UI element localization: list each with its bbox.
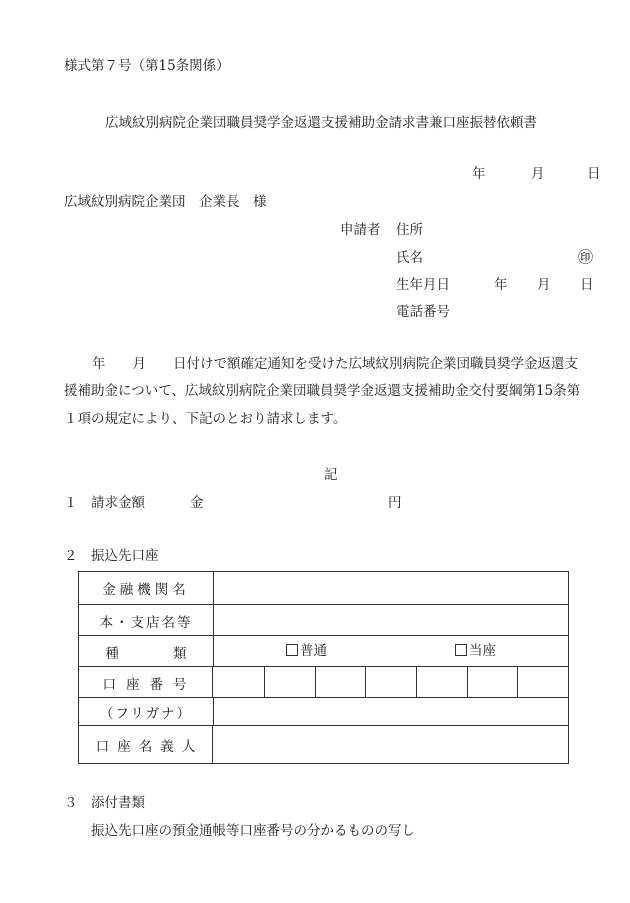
- branch-name-field[interactable]: [213, 605, 568, 636]
- ki-heading: 記: [324, 467, 338, 483]
- furigana-field[interactable]: [213, 698, 568, 726]
- amount-yen-label: 円: [388, 495, 402, 511]
- furigana-label: （フリガナ）: [79, 698, 214, 726]
- body-line-1: 年 月 日付けで額確定通知を受けた広域紋別病院企業団職員奨学金返還支: [92, 356, 578, 372]
- table-row-holder: [79, 725, 568, 764]
- table-row-account-number: [79, 666, 568, 698]
- section2-number: ２: [64, 548, 78, 564]
- section2-label: 振込先口座: [91, 548, 159, 564]
- applicant-label: 申請者: [340, 222, 381, 238]
- table-row-bank: [79, 572, 568, 604]
- bank-name-label: 金融機関名: [79, 572, 214, 604]
- birth-year-label: 年: [494, 277, 508, 293]
- bank-account-table: [78, 571, 569, 764]
- birth-month-label: 月: [537, 277, 551, 293]
- body-line-3: １項の規定により、下記のとおり請求します。: [64, 411, 347, 427]
- digit-divider: [365, 667, 366, 698]
- digit-divider: [517, 667, 518, 698]
- birth-day-label: 日: [580, 277, 594, 293]
- current-account-option[interactable]: [455, 644, 496, 659]
- addressee: 広域紋別病院企業団 企業長 様: [64, 194, 267, 210]
- ordinary-checkbox[interactable]: [286, 644, 298, 656]
- section3-number: ３: [64, 795, 78, 811]
- applicant-birthdate-label: 生年月日: [396, 277, 450, 293]
- date-day-label: 日: [587, 166, 601, 182]
- section3-label: 添付書類: [91, 795, 145, 811]
- attachment-description: 振込先口座の預金通帳等口座番号の分かるものの写し: [91, 823, 415, 839]
- branch-name-label: 本・支店名等: [79, 605, 214, 636]
- applicant-phone-label: 電話番号: [396, 304, 450, 320]
- current-checkbox[interactable]: [455, 644, 467, 656]
- bank-name-field[interactable]: [213, 572, 568, 604]
- ordinary-label: 普通: [300, 643, 327, 659]
- current-label: 当座: [469, 643, 496, 659]
- amount-kin-label: 金: [190, 495, 204, 511]
- table-row-kind: [79, 635, 568, 667]
- account-number-label: 口座番号: [79, 667, 213, 698]
- ordinary-account-option[interactable]: [286, 644, 327, 659]
- digit-divider: [467, 667, 468, 698]
- table-row-branch: [79, 604, 568, 636]
- date-year-label: 年: [472, 166, 486, 182]
- digit-divider: [416, 667, 417, 698]
- body-line-2: 援補助金について、広域紋別病院企業団職員奨学金返還支援補助金交付要綱第15条第: [64, 383, 581, 399]
- digit-divider: [264, 667, 265, 698]
- seal-mark: ㊞: [578, 248, 594, 266]
- digit-divider: [315, 667, 316, 698]
- table-row-furigana: [79, 697, 568, 726]
- section1-label: 請求金額: [91, 495, 145, 511]
- applicant-address-label: 住所: [396, 222, 423, 238]
- applicant-name-label: 氏名: [396, 250, 423, 266]
- account-holder-field[interactable]: [213, 726, 568, 764]
- account-kind-label: 種 類: [79, 636, 214, 667]
- document-title: 広域紋別病院企業団職員奨学金返還支援補助金請求書兼口座振替依頼書: [105, 115, 537, 131]
- form-number: 様式第７号（第15条関係）: [64, 58, 230, 74]
- account-holder-label: 口座名義人: [79, 726, 213, 764]
- date-month-label: 月: [531, 166, 545, 182]
- section1-number: １: [64, 495, 78, 511]
